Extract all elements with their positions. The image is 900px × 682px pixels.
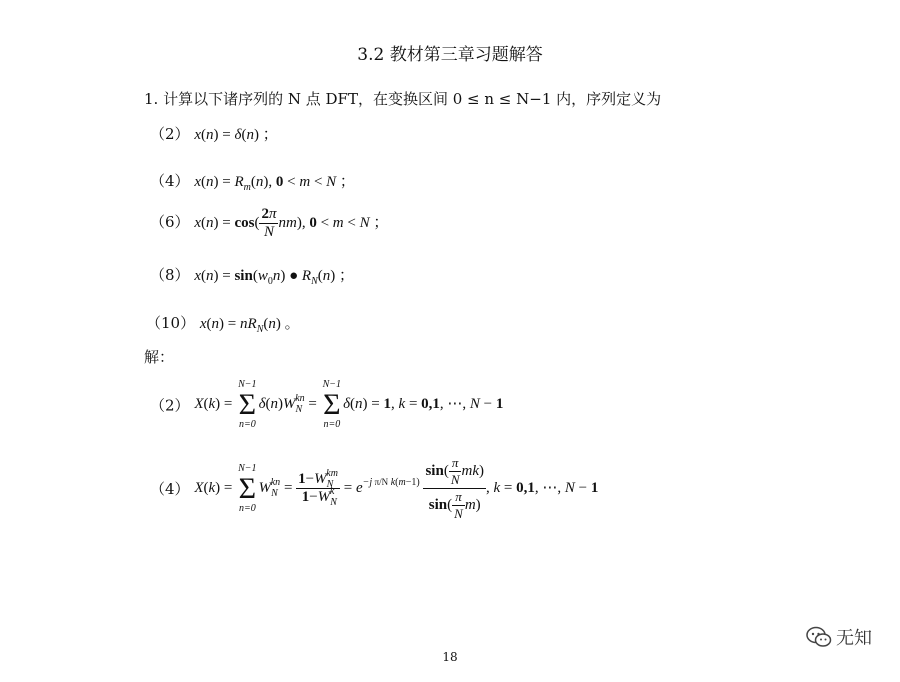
solution-equation: X(k) = N−1 Σ n=0 $W_N^{kn}$ = $\frac{1-W_N^{km}}{1-W_N^k}$ = $e^{-j \pi/N k(m-1)}$ sin( $\frac{\pi}{N}$ mk) sin( $\frac{\pi}{N}$ m) , k = 0,1, ⋯, N − 1: [194, 455, 599, 521]
item-equation: $x(n) = nR_N(n)$ 。: [199, 316, 300, 335]
problem-text: 计算以下诸序列的 N 点 DFT，在变换区间 0 ≤ n ≤ N−1 内，序列定义为: [163, 90, 662, 108]
page-title: 3.2 教材第三章习题解答: [357, 45, 543, 65]
problem-number: 1.: [144, 90, 159, 108]
item-label: （6）: [150, 212, 190, 231]
item-label: （2）: [150, 125, 190, 143]
item-6: [150, 206, 388, 241]
item-label: （10）: [146, 314, 196, 332]
item-4: [150, 170, 355, 191]
solution-label: （4）: [150, 480, 190, 498]
watermark-text: 无知: [836, 628, 872, 649]
solution-heading: 解：: [144, 348, 175, 366]
page-number: 18: [442, 650, 458, 664]
item-2: [150, 123, 278, 144]
solution-label: （2）: [150, 396, 190, 415]
watermark: [806, 624, 872, 650]
item-10: [146, 312, 300, 333]
item-equation: x(n) = δ(n) ；: [194, 127, 278, 143]
solution-2: [150, 380, 503, 430]
item-equation: $x(n) = R_m(n)$, 0 < m < N ；: [194, 174, 355, 193]
item-8: [150, 264, 354, 285]
item-label: （8）: [150, 266, 190, 284]
item-label: （4）: [150, 172, 190, 190]
item-equation: $x(n) = \sin(w_0n)$ ● $R_N(n)$ ；: [194, 268, 354, 287]
solution-4: [150, 455, 598, 522]
solution-equation: X(k) = N−1 Σ n=0 $\delta(n)W_N^{kn}$ = N−1 Σ n=0 δ(n) = 1, k = 0,1, ⋯, N − 1: [194, 379, 504, 430]
wechat-icon: [806, 626, 832, 648]
item-equation: x(n) = cos( $\frac{2\pi}{N}$ nm), 0 < m < N ；: [194, 206, 389, 240]
problem-statement: [144, 88, 661, 109]
